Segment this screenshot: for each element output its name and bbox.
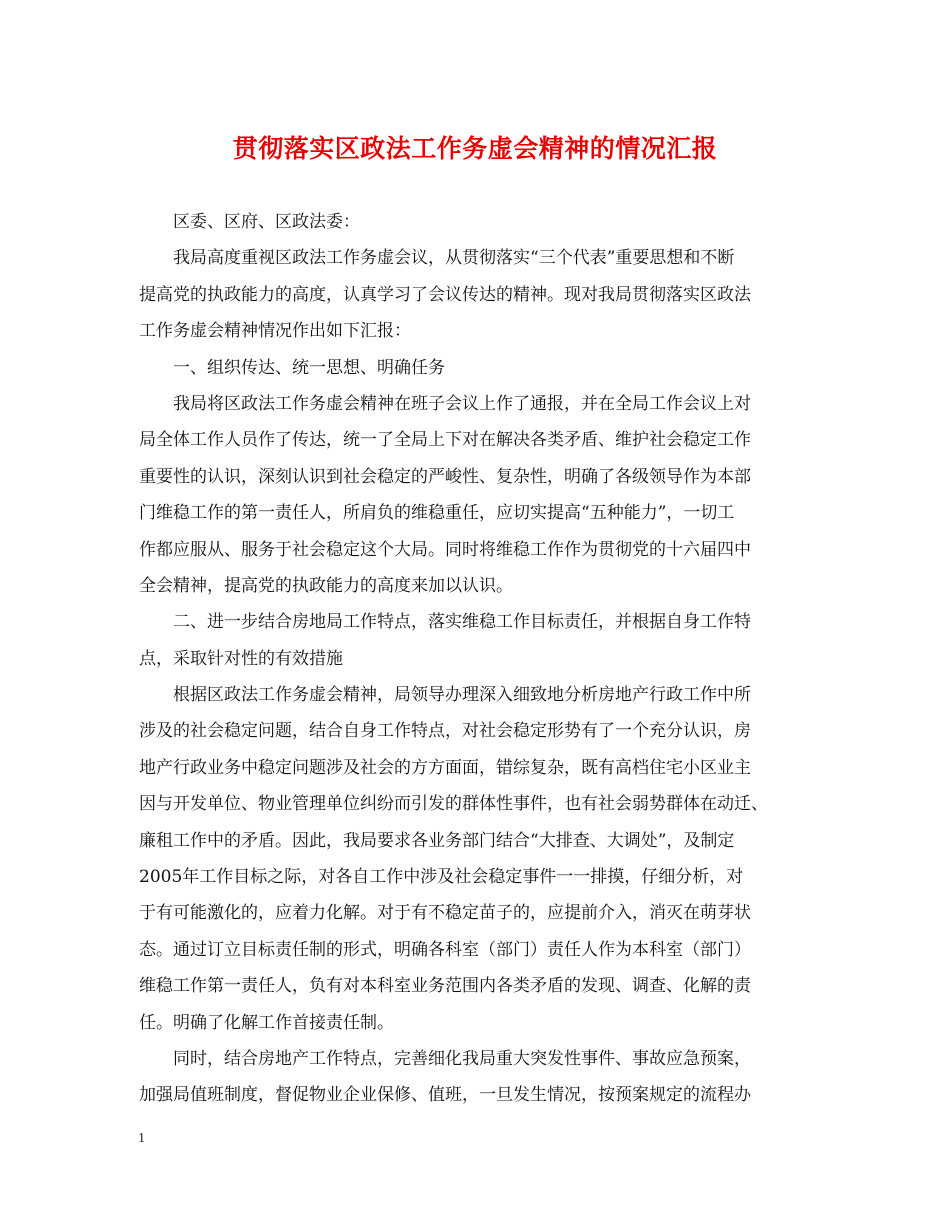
text-line: 区委、区府、区政法委：	[173, 212, 360, 232]
text-line: 提高党的执政能力的高度，认真学习了会议传达的精神。现对我局贯彻落实区政法	[139, 284, 751, 305]
text-line: 二、进一步结合房地局工作特点，落实维稳工作目标责任，并根据自身工作特	[173, 612, 751, 633]
page-number: 1	[138, 1131, 145, 1146]
text-line: 局全体工作人员作了传达，统一了全局上下对在解决各类矛盾、维护社会稳定工作	[139, 430, 751, 451]
text-line: 任。明确了化解工作首接责任制。	[139, 1012, 394, 1033]
text-line: 作都应服从、服务于社会稳定这个大局。同时将维稳工作作为贯彻党的十六届四中	[139, 539, 751, 560]
text-line: 于有可能激化的，应着力化解。对于有不稳定苗子的，应提前介入，消灭在萌芽状	[139, 903, 751, 924]
text-line: 2005年工作目标之际，对各自工作中涉及社会稳定事件一一排摸，仔细分析，对	[139, 867, 744, 888]
text-line: 一、组织传达、统一思想、明确任务	[173, 357, 445, 378]
text-line: 同时，结合房地产工作特点，完善细化我局重大突发性事件、事故应急预案，	[173, 1048, 751, 1069]
text-line: 全会精神，提高党的执政能力的高度来加以认识。	[139, 575, 513, 596]
text-line: 我局高度重视区政法工作务虚会议，从贯彻落实“三个代表”重要思想和不断	[173, 248, 735, 269]
text-line: 廉租工作中的矛盾。因此，我局要求各业务部门结合“大排查、大调处”，及制定	[139, 830, 735, 851]
text-line: 点，采取针对性的有效措施	[139, 648, 343, 669]
document-body	[139, 204, 820, 1114]
text-line: 因与开发单位、物业管理单位纠纷而引发的群体性事件，也有社会弱势群体在动迁、	[139, 794, 768, 815]
text-line: 工作务虚会精神情况作出如下汇报：	[139, 321, 411, 342]
text-line: 根据区政法工作务虚会精神，局领导办理深入细致地分析房地产行政工作中所	[173, 685, 751, 706]
document-title: 贯彻落实区政法工作务虚会精神的情况汇报	[232, 134, 718, 163]
text-line: 门维稳工作的第一责任人，所肩负的维稳重任，应切实提高“五种能力”，一切工	[139, 503, 735, 524]
text-line: 态。通过订立目标责任制的形式，明确各科室（部门）责任人作为本科室（部门）	[139, 939, 751, 960]
text-line: 加强局值班制度，督促物业企业保修、值班，一旦发生情况，按预案规定的流程办	[139, 1085, 751, 1106]
text-line: 涉及的社会稳定问题，结合自身工作特点，对社会稳定形势有了一个充分认识，房	[139, 721, 751, 742]
text-line: 维稳工作第一责任人，负有对本科室业务范围内各类矛盾的发现、调查、化解的责	[139, 976, 751, 997]
text-line: 重要性的认识，深刻认识到社会稳定的严峻性、复杂性，明确了各级领导作为本部	[139, 466, 751, 487]
text-line: 地产行政业务中稳定问题涉及社会的方方面面，错综复杂，既有高档住宅小区业主	[139, 757, 751, 778]
text-line: 我局将区政法工作务虚会精神在班子会议上作了通报，并在全局工作会议上对	[173, 393, 751, 414]
